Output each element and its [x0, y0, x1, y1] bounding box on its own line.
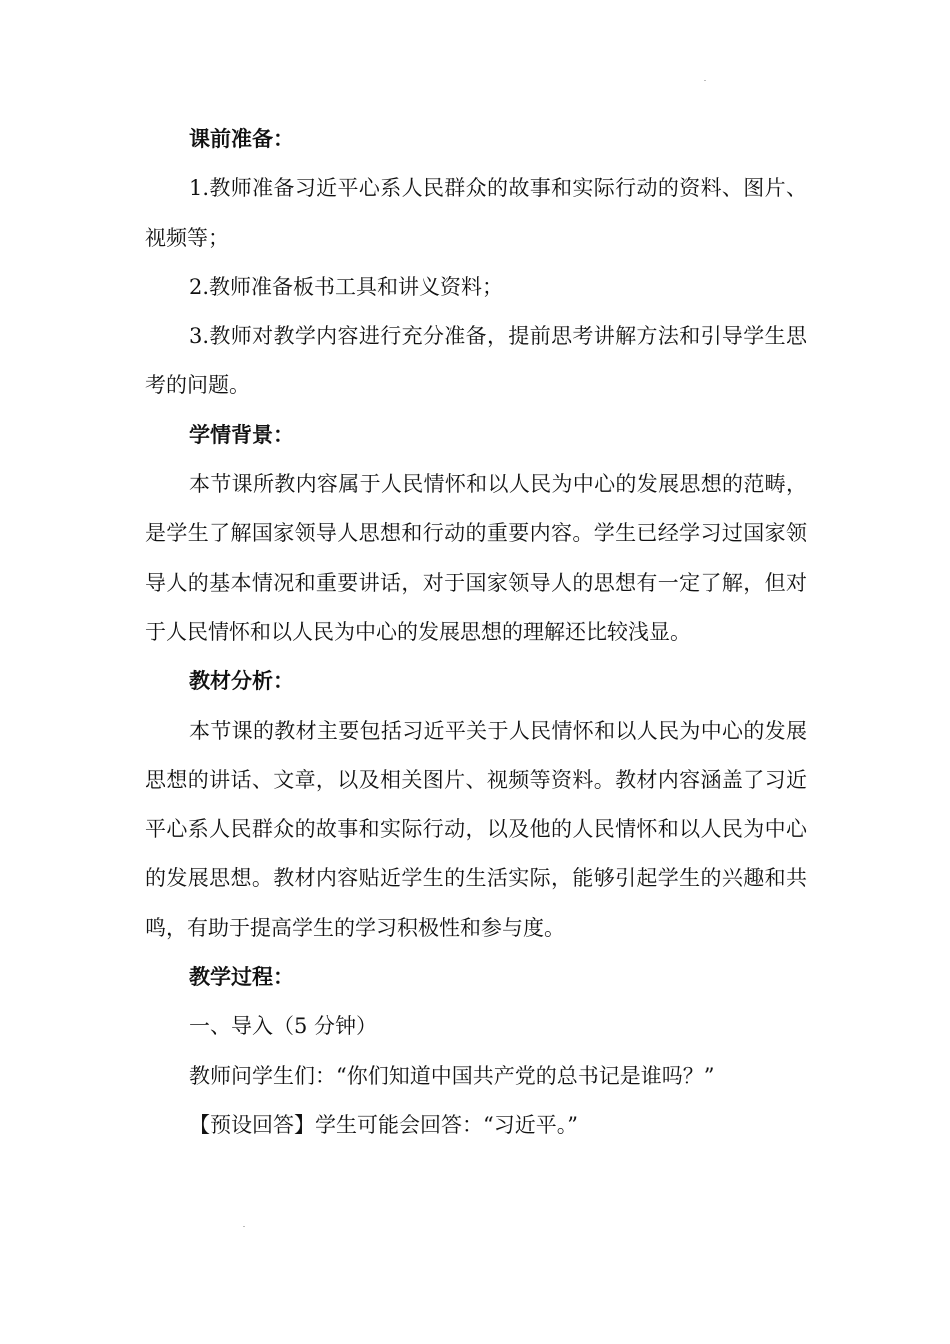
paragraph: 3.教师对教学内容进行充分准备，提前思考讲解方法和引导学生思考的问题。	[145, 324, 807, 398]
section-heading-material-analysis: 教材分析：	[189, 669, 294, 694]
paragraph: 教师问学生们：“你们知道中国共产党的总书记是谁吗？”	[189, 1063, 715, 1088]
paragraph: 本节课所教内容属于人民情怀和以人民为中心的发展思想的范畴，是学生了解国家领导人思想和行动的重要内容。学生已经学习过国家领导人的基本情况和重要讲话，对于国家领导人的思想有一定了解，但对于人民情怀和以人民为中心的发展思想的理解还比较浅显。	[145, 472, 807, 644]
section-heading-preparation: 课前准备：	[189, 127, 294, 151]
paragraph: 1.教师准备习近平心系人民群众的故事和实际行动的资料、图片、视频等；	[145, 176, 807, 250]
paragraph: 本节课的教材主要包括习近平关于人民情怀和以人民为中心的发展思想的讲话、文章，以及相关图片、视频等资料。教材内容涵盖了习近平心系人民群众的故事和实际行动，以及他的人民情怀和以人民为中心的发展思想。教材内容贴近学生的生活实际，能够引起学生的兴趣和共鸣，有助于提高学生的学习积极性和参与度。	[145, 718, 807, 940]
paragraph: 一、导入（5 分钟）	[189, 1014, 378, 1039]
paragraph: 2.教师准备板书工具和讲义资料；	[189, 274, 504, 299]
document-body	[145, 115, 807, 1150]
section-heading-student-background: 学情背景：	[189, 422, 294, 447]
section-heading-teaching-process: 教学过程：	[189, 965, 294, 990]
scan-speck	[243, 1226, 245, 1227]
paragraph: 【预设回答】学生可能会回答：“习近平。”	[189, 1112, 578, 1137]
scan-speck	[704, 80, 706, 81]
